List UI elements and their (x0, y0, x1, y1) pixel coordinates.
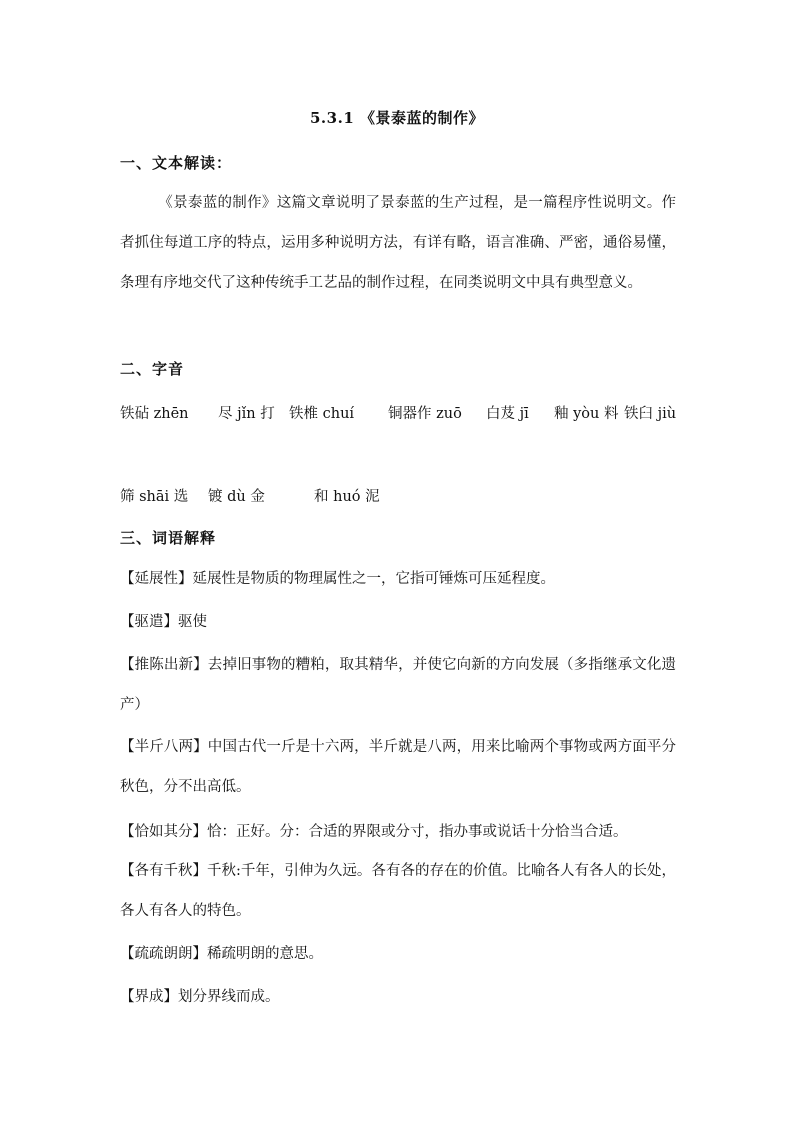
vocab-entry: 【延展性】延展性是物质的物理属性之一，它指可锤炼可压延程度。 (120, 571, 555, 587)
text-analysis-body: 《景泰蓝的制作》这篇文章说明了景泰蓝的生产过程，是一篇程序性说明文。作者抓住每道工序的特点，运用多种说明方法，有详有略，语言准确、严密，通俗易懂，条理有序地交代了这种传统手工艺品的制作过程，在同类说明文中具有典型意义。 (120, 195, 676, 291)
pronunciation-item: 筛 shāi 选 (120, 489, 189, 505)
pronunciation-item: 铁臼 jiù (624, 406, 677, 422)
pronunciation-item: 尽 jǐn 打 (218, 406, 275, 422)
vocab-entry: 【疏疏朗朗】稀疏明朗的意思。 (120, 946, 323, 962)
text-analysis-paragraph (120, 183, 676, 303)
pronunciation-item: 铁砧 zhēn (120, 406, 189, 422)
pronunciation-item: 铜器作 zuō (388, 406, 462, 422)
pronunciation-item: 釉 yòu 料 (554, 406, 619, 422)
section-heading-pronunciation: 二、字音 (120, 360, 185, 378)
pronunciation-item: 镀 dù 金 (208, 489, 265, 505)
pronunciation-item: 白芨 jī (486, 406, 529, 422)
vocab-entry: 【各有千秋】千秋:千年，引伸为久远。各有各的存在的价值。比喻各人有各人的长处，各人有各人的特色。 (120, 863, 676, 919)
pronunciation-item: 和 huó 泥 (314, 489, 380, 505)
vocab-entry: 【恰如其分】恰：正好。分：合适的界限或分寸，指办事或说话十分恰当合适。 (120, 824, 628, 840)
vocab-entry: 【界成】划分界线而成。 (120, 989, 280, 1005)
pronunciation-item: 铁椎 chuí (289, 406, 355, 422)
vocab-entry: 【驱遣】驱使 (120, 614, 207, 630)
vocab-entry: 【推陈出新】去掉旧事物的糟粕，取其精华，并使它向新的方向发展（多指继承文化遗产） (120, 657, 676, 713)
section-heading-text-analysis: 一、文本解读： (120, 154, 233, 172)
vocab-entry: 【半斤八两】中国古代一斤是十六两，半斤就是八两，用来比喻两个事物或两方面平分秋色，分不出高低。 (120, 739, 676, 795)
page-title: 5.3.1 《景泰蓝的制作》 (310, 109, 484, 127)
section-heading-vocabulary: 三、词语解释 (120, 529, 217, 547)
